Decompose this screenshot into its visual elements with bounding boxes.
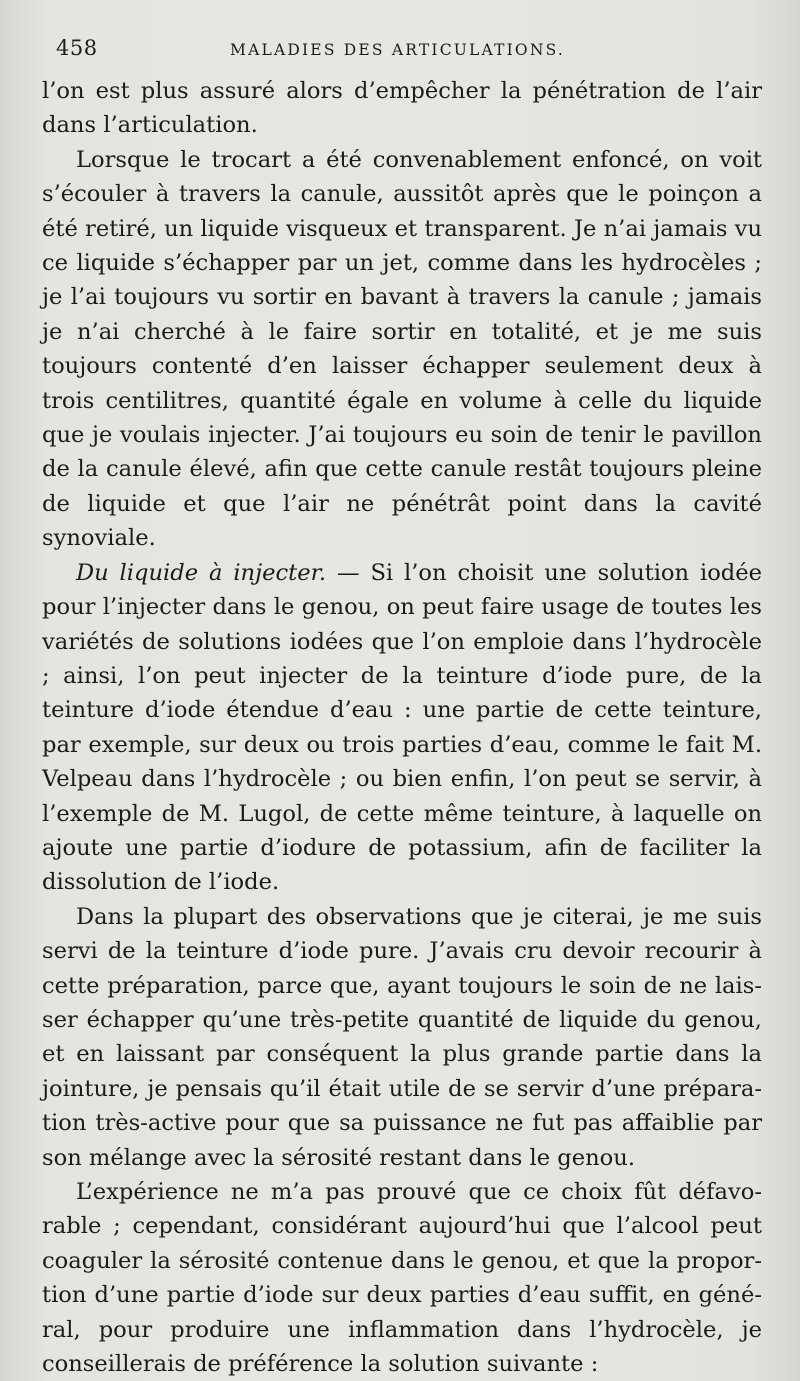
page-number: 458: [56, 36, 98, 60]
paragraph-text: L’expérience ne m’a pas prouvé que ce choix fût défavorable ; cependant, considérant aujourd’hui que l’alcool peut coaguler la sérosité contenue dans le genou, et que la proportion d’une partie d’iode sur deux parties d’eau suffit, en général, pour produire une inflammation dans l’hydrocèle, je conseillerais de préférence la solution suivante :: [42, 1179, 762, 1378]
paragraph-experience: [42, 1175, 762, 1381]
paragraph-text: — Si l’on choisit une solution iodée pour l’injecter dans le genou, on peut faire usage de toutes les variétés de solutions iodées que l’on emploie dans l’hydrocèle ; ainsi, l’on peut injecter de la teinture d’iode pure, de la teinture d’iode étendue d’eau : une partie de cette teinture, par exemple, sur deux ou trois parties d’eau, comme le fait M. Velpeau dans l’hydrocèle ; ou bien enfin, l’on peut se servir, à l’exemple de M. Lugol, de cette même teinture, à laquelle on ajoute une partie d’iodure de potassium, afin de faciliter la dissolution de l’iode.: [42, 559, 762, 896]
paragraph-text: l’on est plus assuré alors d’empêcher la pénétration de l’air dans l’articulation.: [42, 78, 762, 139]
paragraph-liquide-injecter: [42, 556, 762, 900]
paragraph-observations: [42, 900, 762, 1175]
paragraph-text: Dans la plupart des observations que je citerai, je me suis servi de la teinture d’iode pure. J’avais cru devoir recourir à cette préparation, parce que, ayant toujours le soin de ne laisser échapper qu’une très-petite quantité de liquide du genou, et en laissant par conséquent la plus grande partie dans la jointure, je pensais qu’il était utile de se servir d’une préparation très-active pour que sa puissance ne fut pas affaiblie par son mélange avec la sérosité restant dans le genou.: [42, 903, 762, 1171]
body-text: [42, 74, 762, 1381]
paragraph-trocart: [42, 143, 762, 556]
section-run-in-heading: Du liquide à injecter.: [76, 559, 327, 586]
paragraph-text: Lorsque le trocart a été convenablement enfoncé, on voit s’écouler à travers la canule, aussitôt après que le poinçon a été retiré, un liquide visqueux et transparent. Je n’ai jamais vu ce liquide s’échapper par un jet, comme dans les hydrocèles ; je l’ai toujours vu sortir en bavant à travers la canule ; jamais je n’ai cherché à le faire sortir en totalité, et je me suis toujours contenté d’en laisser échapper seulement deux à trois centilitres, quantité égale en volume à celle du liquide que je voulais injecter. J’ai toujours eu soin de tenir le pavillon de la canule élevé, afin que cette canule restât toujours pleine de liquide et que l’air ne pénétrât point dans la cavité synoviale.: [42, 146, 762, 552]
paragraph-continuation: [42, 74, 762, 143]
running-title: MALADIES DES ARTICULATIONS.: [230, 41, 565, 59]
page-header: [56, 36, 770, 66]
